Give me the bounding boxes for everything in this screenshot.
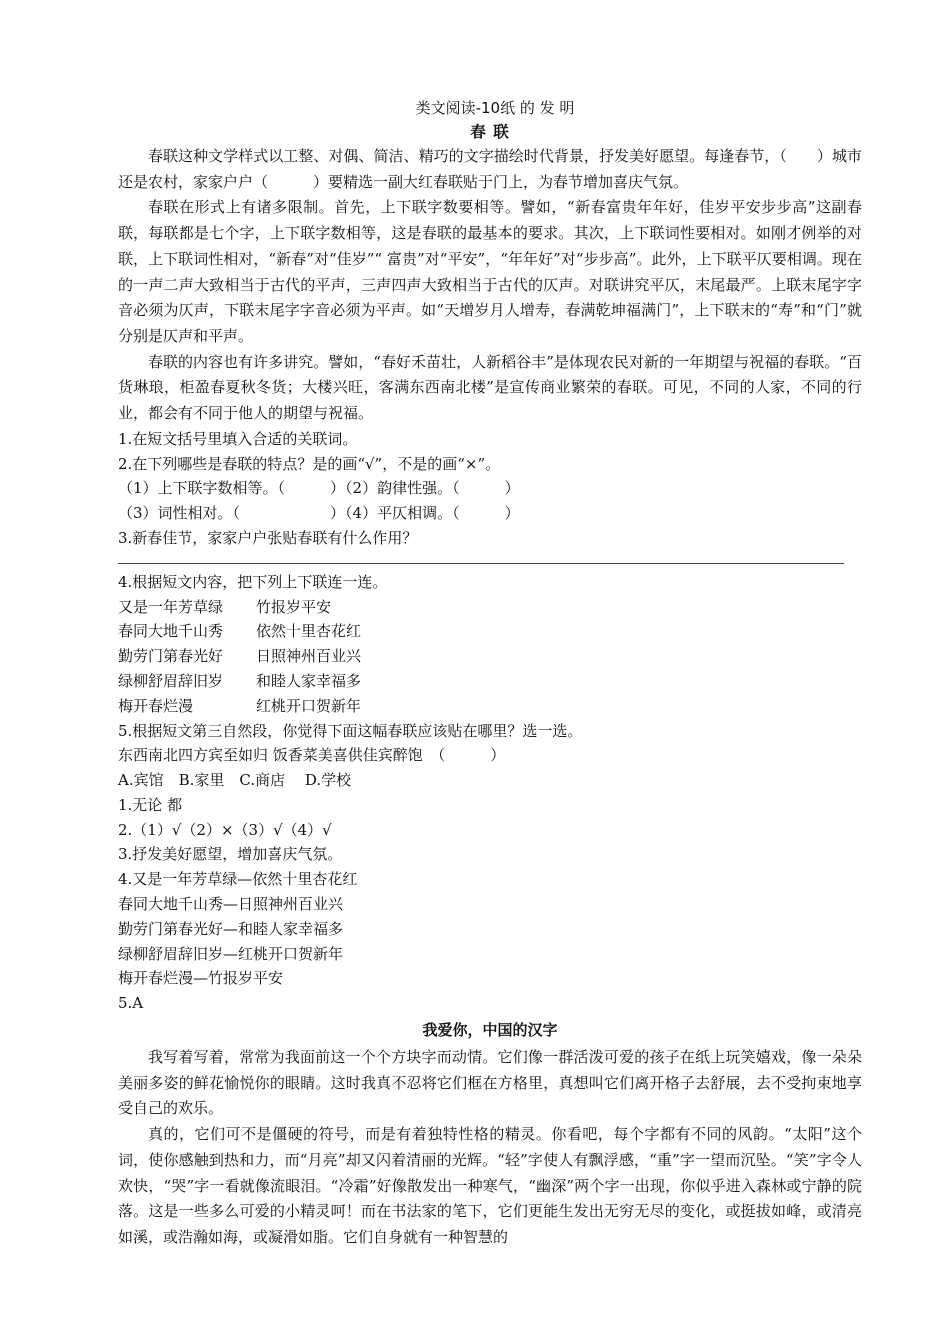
paragraph: 真的，它们可不是僵硬的符号，而是有着独特性格的精灵。你看吧，每个字都有不同的风韵。“太阳”这个词，使你感触到热和力，而“月亮”却又闪着清丽的光辉。“轻”字使人有飘浮感，“重”字一望而沉坠。“笑”字令人欢快，“哭”字一看就像流眼泪。“冷霜”好像散发出一种寒气，“幽深”两个字一出现，你似乎进入森林或宁静的院落。这是一些多么可爱的小精灵呵！而在书法家的笔下，它们更能生发出无穷无尽的变化，或挺拔如峰，或清亮如溪，或浩瀚如海，或凝滑如脂。它们自身就有一种智慧的 [118,1125,862,1246]
answer-line-text: 春同大地千山秀—日照神州百业兴 [118,895,344,914]
paragraph: 春联这种文学样式以工整、对偶、简洁、精巧的文字描绘时代背景，抒发美好愿望。每逢春节，（ ）城市还是农村，家家户户（ ）要精选一副大红春联贴于门上，为春节增加喜庆气氛。 [118,147,862,191]
couplet-right: 竹报岁平安 [256,597,332,616]
answer-line [118,563,844,564]
couplet-right: 日照神州百业兴 [256,647,362,666]
answer-line-text: 梅开春烂漫—竹报岁平安 [118,969,284,988]
question-line: 2.在下列哪些是春联的特点？是的画“√”，不是的画“×”。 [118,454,501,473]
question-line: 3.新春佳节，家家户户张贴春联有什么作用？ [118,528,418,547]
paragraph: 我写着写着，常常为我面前这一个个方块字而动情。它们像一群活泼可爱的孩子在纸上玩笑嬉戏，像一朵朵美丽多姿的鲜花愉悦你的眼睛。这时我真不忍将它们框在方格里，真想叫它们离开格子去舒展，去不受拘束地享受自己的欢乐。 [118,1048,862,1118]
couplet-pair-row [118,595,862,620]
couplet-right: 依然十里杏花红 [256,622,362,641]
answer-line-text: 勤劳门第春光好—和睦人家幸福多 [118,919,344,938]
question-line: A.宾馆 B.家里 C.商店 D.学校 [118,771,352,790]
couplet-right: 和睦人家幸福多 [256,671,362,690]
document-page [118,96,862,1251]
section-title-chunlian: 春 联 [470,123,510,141]
answer-line-text: 5.A [118,994,144,1013]
question-line: （3）词性相对。（ ）（4）平仄相调。（ ） [118,504,520,523]
question-line: 1.在短文括号里填入合适的关联词。 [118,429,358,448]
answer-line-text: 1.无论 都 [118,795,183,814]
couplet-pair-row [118,644,862,669]
answer-line-text: 2.（1）√（2）×（3）√（4）√ [118,820,332,839]
couplet-left: 勤劳门第春光好 [118,647,224,666]
answer-line-text: 4.又是一年芳草绿—依然十里杏花红 [118,870,358,889]
answer-line-text: 绿柳舒眉辞旧岁—红桃开口贺新年 [118,944,344,963]
couplet-left: 梅开春烂漫 [118,696,194,715]
couplet-pair-row [118,694,862,719]
answer-line-text: 3.抒发美好愿望，增加喜庆气氛。 [118,845,343,864]
couplet-pair-row [118,619,862,644]
paragraph: 春联在形式上有诸多限制。首先，上下联字数要相等。譬如，“新春富贵年年好，佳岁平安步步高”这副春联，每联都是七个字，上下联字数相等，这是春联的最基本的要求。其次，上下联词性要相对。如刚才例举的对联，上下联词性相对，“新春”对“佳岁”“ 富贵”对“平安”，“年年好”对“步步高”。此外，上下联平仄要相调。现在的一声二声大致相当于古代的平声，三声四声大致相当于古代的仄声。对联讲究平仄，末尾最严。上联末尾字字音必须为仄声，下联末尾字字音必须为平声。如“天增岁月人增寿，春满乾坤福满门”，上下联末的“寿”和“门”就分别是仄声和平声。 [118,198,862,345]
question-line: 4.根据短文内容，把下列上下联连一连。 [118,572,388,591]
doc-title: 类文阅读-10纸 的 发 明 [415,99,575,117]
question-line: （1）上下联字数相等。（ ）（2）韵律性强。（ ） [118,479,520,498]
couplet-left: 春同大地千山秀 [118,622,224,641]
couplet-right: 红桃开口贺新年 [256,696,362,715]
couplet-pair-row [118,669,862,694]
couplet-left: 绿柳舒眉辞旧岁 [118,671,224,690]
section-title-hanzi: 我爱你，中国的汉字 [422,1021,558,1040]
question-line: 5.根据短文第三自然段，你觉得下面这幅春联应该贴在哪里？选一选。 [118,721,583,740]
question-line: 东西南北四方宾至如归 饭香菜美喜供佳宾醉饱 （ ） [118,746,506,765]
couplet-left: 又是一年芳草绿 [118,597,224,616]
paragraph: 春联的内容也有许多讲究。譬如，“春好禾苗壮，人新稻谷丰”是体现农民对新的一年期望与祝福的春联。“百货琳琅，柜盈春夏秋冬货；大楼兴旺，客满东西南北楼”是宣传商业繁荣的春联。可见，不同的人家，不同的行业，都会有不同于他人的期望与祝福。 [118,352,862,423]
